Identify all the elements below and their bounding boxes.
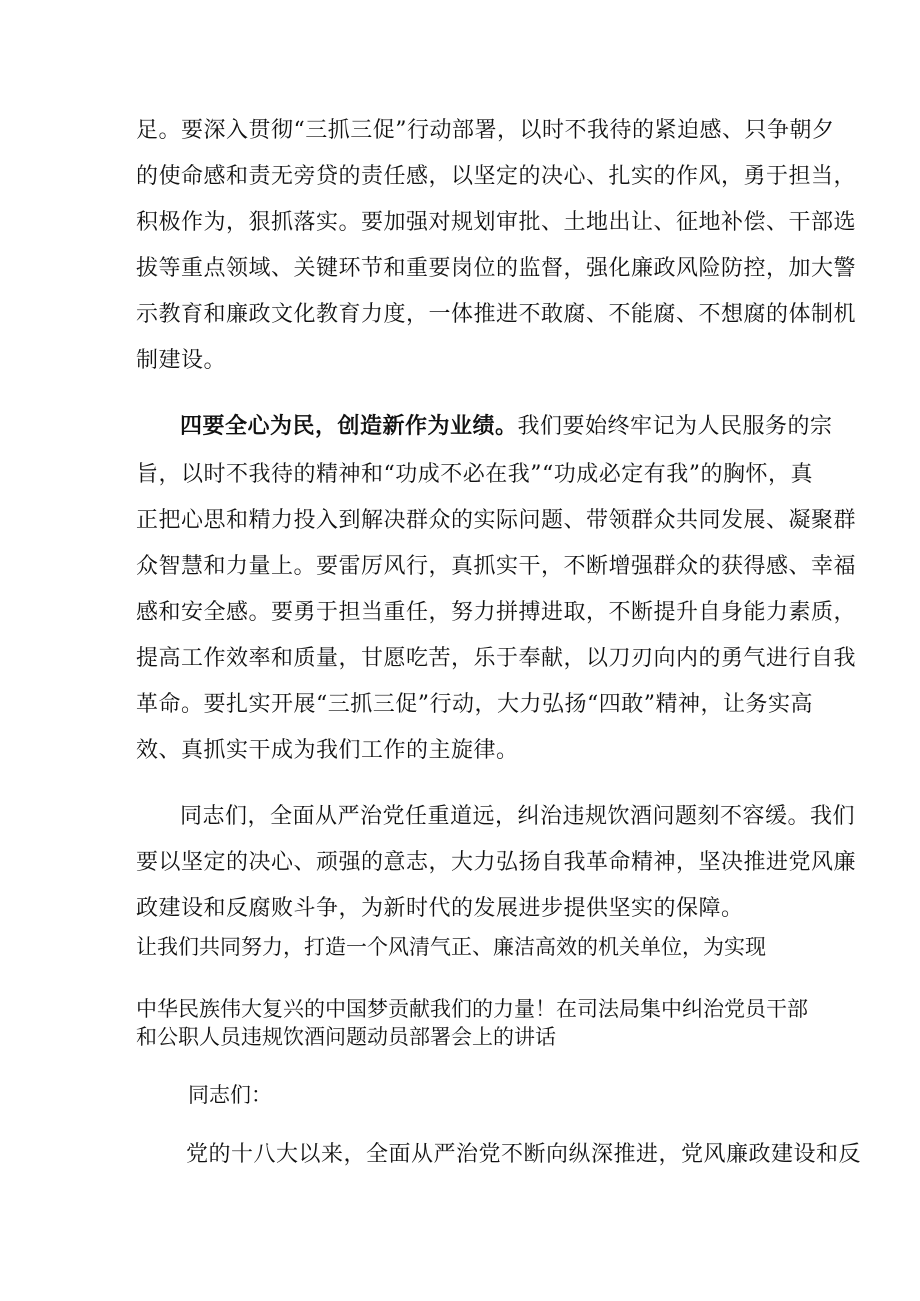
- paragraph-line: 感和安全感。要勇于担当重任，努力拼搏进取，不断提升自身能力素质，: [136, 600, 857, 625]
- paragraph-line: 提高工作效率和质量，甘愿吃苦，乐于奉献，以刀刃向内的勇气进行自我: [136, 646, 857, 671]
- paragraph-line: 示教育和廉政文化教育力度，一体推进不敢腐、不能腐、不想腐的体制机: [136, 302, 857, 327]
- paragraph-first-line: [180, 412, 833, 442]
- paragraph-line: 政建设和反腐败斗争，为新时代的发展进步提供坚实的保障。: [136, 896, 744, 921]
- salutation: 同志们：: [188, 1083, 272, 1107]
- paragraph-line: 同志们，全面从严治党任重道远，纠治违规饮酒问题刻不容缓。我们: [180, 804, 856, 829]
- section-heading: 四要全心为民，创造新作为业绩。: [180, 414, 518, 439]
- paragraph-line: 众智慧和力量上。要雷厉风行，真抓实干，不断增强群众的获得感、幸福: [136, 554, 857, 579]
- paragraph-line: 革命。要扎实开展“三抓三促”行动，大力弘扬“四敢”精神，让务实高: [136, 692, 813, 717]
- paragraph-line: 正把心思和精力投入到解决群众的实际问题、带领群众共同发展、凝聚群: [136, 508, 857, 533]
- paragraph-line: 旨，以时不我待的精神和“功成不必在我”“功成必定有我”的胸怀，真: [136, 462, 813, 487]
- paragraph-text: 我们要始终牢记为人民服务的宗: [517, 414, 833, 439]
- paragraph-line: 拔等重点领域、关键环节和重要岗位的监督，强化廉政风险防控，加大警: [136, 256, 857, 281]
- paragraph-line: 和公职人员违规饮酒问题动员部署会上的讲话: [136, 1025, 556, 1049]
- paragraph-line: 效、真抓实干成为我们工作的主旋律。: [136, 738, 519, 763]
- paragraph-line: 足。要深入贯彻“三抓三促”行动部署，以时不我待的紧迫感、只争朝夕: [136, 118, 835, 143]
- paragraph-line: 制建设。: [136, 348, 227, 373]
- paragraph-line: 的使命感和责无旁贷的责任感，以坚定的决心、扎实的作风，勇于担当，: [136, 164, 857, 189]
- paragraph-line: 让我们共同努力，打造一个风清气正、廉洁高效的机关单位，为实现: [136, 935, 766, 959]
- paragraph-line: 要以坚定的决心、顽强的意志，大力弘扬自我革命精神，坚决推进党风廉: [136, 850, 857, 875]
- paragraph-line: 中华民族伟大复兴的中国梦贡献我们的力量！在司法局集中纠治党员干部: [136, 997, 808, 1021]
- paragraph-line: 党的十八大以来，全面从严治党不断向纵深推进，党风廉政建设和反: [186, 1142, 862, 1167]
- paragraph-line: 积极作为，狠抓落实。要加强对规划审批、土地出让、征地补偿、干部选: [136, 210, 857, 235]
